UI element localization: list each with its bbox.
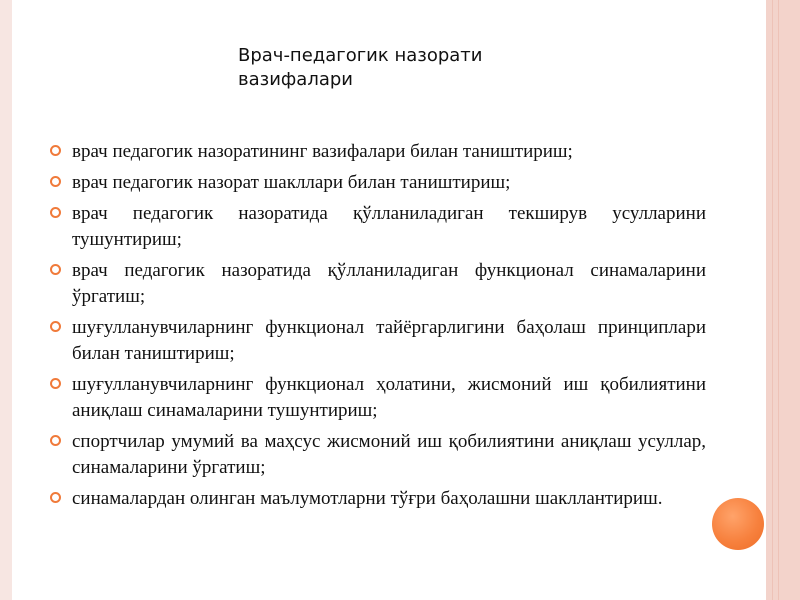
bullet-list	[46, 139, 706, 517]
bullet-text: врач педагогик назоратида қўлланиладиган текширув усулларини тушунтириш;	[72, 203, 706, 250]
decorative-side-band	[766, 0, 800, 600]
circle-outline-icon	[50, 176, 61, 187]
bullet-text: спортчилар умумий ва маҳсус жисмоний иш қобилиятини аниқлаш усуллар, синамаларини ўргатиш;	[72, 431, 706, 478]
list-item	[46, 372, 706, 424]
bullet-text: шуғулланувчиларнинг функционал ҳолатини, жисмоний иш қобилиятини аниқлаш синамаларини тушунтириш;	[72, 374, 706, 421]
list-item	[46, 258, 706, 310]
circle-outline-icon	[50, 321, 61, 332]
orange-circle-icon	[712, 498, 764, 550]
circle-outline-icon	[50, 145, 61, 156]
circle-outline-icon	[50, 435, 61, 446]
list-item	[46, 486, 706, 512]
band-stripe	[778, 0, 779, 600]
band-stripe	[772, 0, 773, 600]
circle-outline-icon	[50, 264, 61, 275]
circle-outline-icon	[50, 492, 61, 503]
list-item	[46, 429, 706, 481]
slide-title: Врач-педагогик назорати вазифалари	[238, 45, 483, 90]
circle-outline-icon	[50, 378, 61, 389]
list-item	[46, 170, 706, 196]
bullet-text: шуғулланувчиларнинг функционал тайёргарлигини баҳолаш принциплари билан таништириш;	[72, 317, 706, 364]
list-item	[46, 201, 706, 253]
bullet-text: врач педагогик назоратида қўлланиладиган функционал синамаларини ўргатиш;	[72, 260, 706, 307]
list-item	[46, 315, 706, 367]
list-item	[46, 139, 706, 165]
bullet-text: синамалардан олинган маълумотларни тўғри баҳолашни шакллантириш.	[72, 488, 663, 509]
bullet-text: врач педагогик назоратининг вазифалари билан таништириш;	[72, 141, 573, 162]
bullet-text: врач педагогик назорат шакллари билан таништириш;	[72, 172, 511, 193]
circle-outline-icon	[50, 207, 61, 218]
